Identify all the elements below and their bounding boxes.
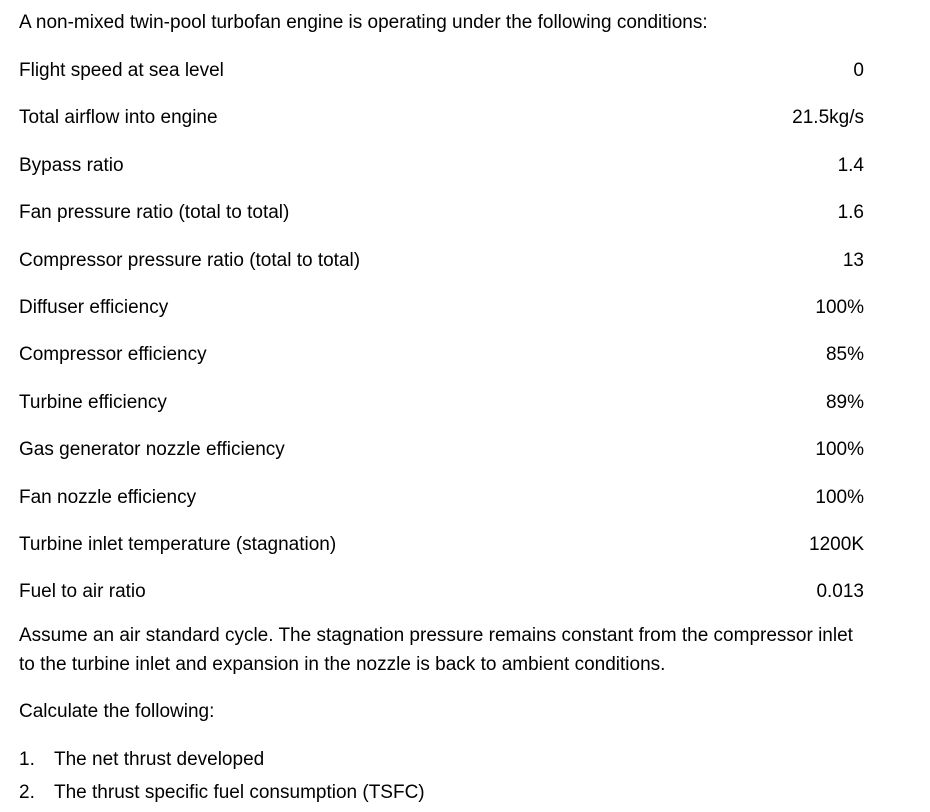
parameter-value: 1200K — [809, 533, 864, 555]
parameter-label: Bypass ratio — [19, 154, 124, 176]
parameter-row-gas-generator-nozzle-efficiency — [19, 432, 864, 479]
parameter-value: 0 — [853, 60, 864, 81]
parameter-row-diffuser-efficiency — [19, 290, 864, 337]
parameter-label: Fan pressure ratio (total to total) — [19, 202, 290, 224]
parameter-row-turbine-efficiency — [19, 385, 864, 432]
parameter-label: Diffuser efficiency — [19, 296, 169, 318]
parameter-row-fan-pressure-ratio — [19, 195, 864, 242]
parameter-label: Fuel to air ratio — [19, 581, 146, 603]
parameter-value: 1.4 — [837, 154, 864, 176]
parameter-label: Total airflow into engine — [19, 107, 218, 129]
parameter-row-compressor-pressure-ratio — [19, 243, 864, 290]
intro-text: A non-mixed twin-pool turbofan engine is operating under the following conditions: — [19, 12, 708, 33]
parameter-value: 100% — [815, 296, 864, 318]
parameter-table — [19, 53, 864, 622]
parameter-label: Compressor efficiency — [19, 344, 207, 366]
parameter-row-compressor-efficiency — [19, 337, 864, 384]
parameter-label: Turbine efficiency — [19, 391, 167, 413]
task-item-tsfc — [19, 779, 425, 812]
document-page — [19, 0, 864, 811]
parameter-label: Compressor pressure ratio (total to total) — [19, 249, 361, 271]
parameter-value: 89% — [825, 391, 864, 413]
parameter-row-fuel-to-air-ratio — [19, 574, 864, 621]
parameter-label: Turbine inlet temperature (stagnation) — [19, 533, 337, 555]
parameter-label: Fan nozzle efficiency — [19, 486, 197, 508]
parameter-row-flight-speed — [19, 53, 864, 100]
parameter-label: Flight speed at sea level — [19, 60, 224, 81]
parameter-value: 1.6 — [837, 202, 864, 224]
task-text: The thrust specific fuel consumption (TSFC) — [54, 782, 425, 803]
parameter-value: 100% — [815, 486, 864, 508]
task-item-net-thrust — [19, 746, 425, 779]
parameter-row-turbine-inlet-temperature — [19, 527, 864, 574]
task-number: 2. — [19, 782, 35, 803]
task-number: 1. — [19, 749, 35, 770]
task-text: The net thrust developed — [54, 749, 265, 770]
task-list — [19, 746, 425, 812]
calculate-heading: Calculate the following: — [19, 701, 215, 722]
parameter-row-bypass-ratio — [19, 148, 864, 195]
parameter-row-total-airflow — [19, 100, 864, 147]
parameter-value: 85% — [825, 344, 864, 366]
parameter-value: 100% — [815, 439, 864, 461]
assumption-paragraph: Assume an air standard cycle. The stagnation pressure remains constant from the compressor inlet to the turbine inlet and expansion in the nozzle is back to ambient conditions. — [19, 625, 853, 675]
parameter-value: 13 — [842, 249, 864, 271]
parameter-label: Gas generator nozzle efficiency — [19, 439, 285, 461]
parameter-value: 21.5kg/s — [792, 107, 864, 129]
parameter-value: 0.013 — [816, 581, 864, 603]
parameter-row-fan-nozzle-efficiency — [19, 480, 864, 527]
